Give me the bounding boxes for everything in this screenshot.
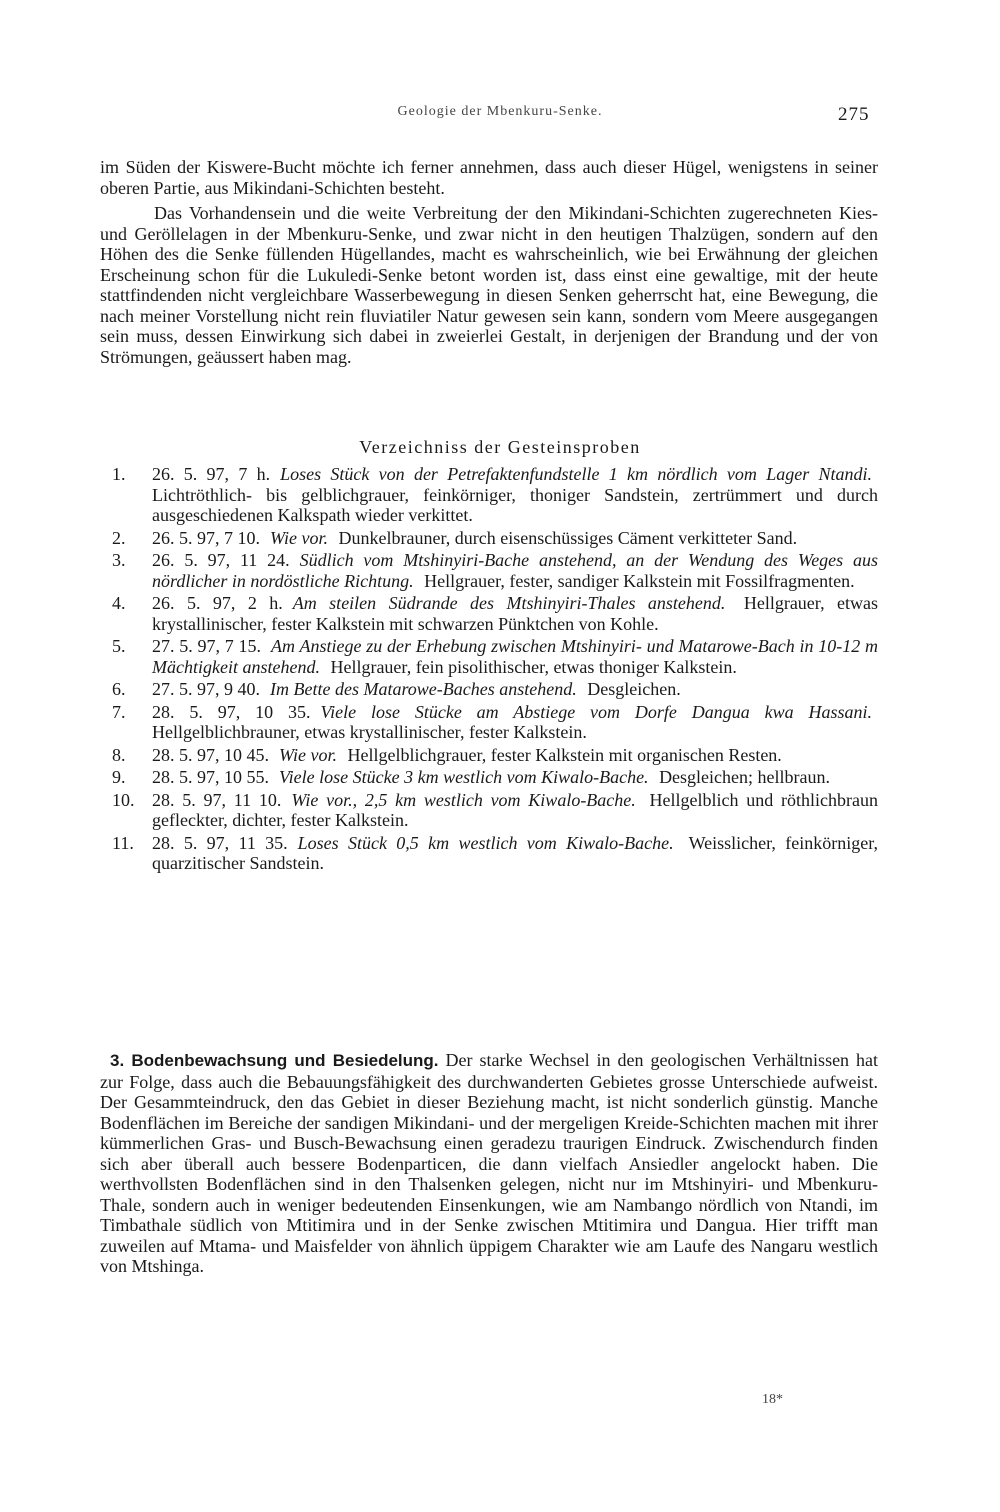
sample-number: 5. — [112, 636, 126, 656]
sample-item — [100, 745, 878, 766]
sample-item — [100, 790, 878, 831]
sample-location: Im Bette des Matarowe-Baches anstehend. — [270, 679, 577, 699]
section-heading: 3. Bodenbewachsung und Besiedelung. — [110, 1051, 439, 1070]
sample-item — [100, 464, 878, 526]
paragraph: im Süden der Kiswere-Bucht möchte ich ferner annehmen, dass auch dieser Hügel, wenigstens in seiner oberen Partie, aus Mikindani-Schichten besteht. — [100, 157, 878, 198]
sample-description: Hellgrauer, etwas krystallinischer, fester Kalkstein mit schwarzen Pünktchen von Kohle. — [152, 593, 878, 634]
sample-description: Weisslicher, feinkörniger, quarzitischer Sandstein. — [152, 832, 878, 873]
sample-number: 8. — [112, 744, 126, 765]
sample-location: Wie vor. — [279, 744, 337, 765]
sample-date: 26. 5. 97, 2 h. — [152, 593, 283, 613]
sample-description: Lichtröthlich- bis gelblichgrauer, feinkörniger, thoniger Sandstein, zertrümmert und durch ausgeschiedenen Kalkspath wieder verkittet. — [152, 484, 878, 525]
sample-item — [100, 593, 878, 634]
sample-description: Hellgelblich und röthlichbraun gefleckter, dichter, fester Kalkstein. — [152, 789, 878, 830]
sample-item — [100, 833, 878, 874]
sample-location: Am steilen Südrande des Mtshinyiri-Thales anstehend. — [292, 593, 726, 613]
sample-number: 4. — [112, 593, 126, 613]
sample-number: 1. — [112, 464, 126, 484]
sample-item — [100, 767, 878, 788]
section-3-paragraph — [100, 1050, 878, 1277]
sample-location: Wie vor. — [270, 527, 328, 548]
running-title: Geologie der Mbenkuru-Senke. — [397, 104, 603, 119]
sample-date: 28. 5. 97, 11 35. — [152, 832, 288, 853]
sample-description: Hellgelblichbrauner, etwas krystallinischer, fester Kalkstein. — [152, 722, 587, 742]
sample-item — [100, 528, 878, 549]
sample-number: 3. — [112, 550, 126, 570]
sample-number: 7. — [112, 701, 126, 722]
sample-date: 26. 5. 97, 11 24. — [152, 550, 290, 570]
sample-item — [100, 702, 878, 743]
samples-list-title: Verzeichniss der Gesteinsproben — [359, 437, 641, 457]
sample-location: Wie vor., 2,5 km westlich vom Kiwalo-Bache. — [291, 789, 636, 810]
sample-date: 28. 5. 97, 10 35. — [152, 701, 311, 722]
sample-number: 2. — [112, 527, 126, 548]
sample-location: Am Anstiege zu der Erhebung zwischen Mtshinyiri- und Matarowe-Bach in 10-12 m Mächtigkeit anstehend. — [152, 636, 878, 677]
sample-location: Südlich vom Mtshinyiri-Bache anstehend, an der Wendung des Weges aus nördlicher in nordöstliche Richtung. — [152, 550, 878, 591]
sample-description: Hellgelblichgrauer, fester Kalkstein mit organischen Resten. — [347, 744, 782, 765]
sample-item — [100, 636, 878, 677]
sample-number: 11. — [112, 832, 134, 853]
sample-location: Viele lose Stücke 3 km westlich vom Kiwalo-Bache. — [279, 767, 649, 787]
sample-number: 10. — [112, 789, 135, 810]
sample-description: Desgleichen. — [587, 679, 681, 699]
sample-date: 28. 5. 97, 10 45. — [152, 744, 269, 765]
sample-date: 26. 5. 97, 7 h. — [152, 464, 271, 484]
sample-description: Dunkelbrauner, durch eisenschüssiges Cäment verkitteter Sand. — [338, 527, 798, 548]
sample-date: 27. 5. 97, 7 15. — [152, 636, 262, 656]
sample-description: Desgleichen; hellbraun. — [659, 767, 831, 787]
sample-date: 28. 5. 97, 10 55. — [152, 767, 269, 787]
signature-mark: 18* — [762, 1392, 783, 1407]
paragraph: Das Vorhandensein und die weite Verbreitung der den Mikindani-Schichten zugerechneten Kies- und Geröllelagen in der Mbenkuru-Senke, und zwar nicht in den heutigen Thalzügen, sondern auf den Höhen des die Senke füllenden Hügellandes, macht es wahrscheinlich, wie bei Erwähnung der gleichen Erscheinung schon für die Lukuledi-Senke betont worden ist, dass einst eine gewaltige, mit der heute stattfindenden nicht vergleichbare Wasserbewegung in diesen Senken geherrscht hat, eine Bewegung, die nach meiner Vorstellung nicht rein fluviatiler Natur gewesen sein kann, sondern vom Meere ausgegangen sein muss, dessen Einwirkung sich dabei in zweierlei Gestalt, in derjenigen der Brandung und der von Strömungen, geäussert haben mag. — [100, 203, 878, 367]
sample-number: 6. — [112, 679, 126, 699]
samples-list — [100, 464, 878, 876]
sample-number: 9. — [112, 767, 126, 787]
sample-location: Loses Stück 0,5 km westlich vom Kiwalo-Bache. — [297, 832, 674, 853]
sample-date: 28. 5. 97, 11 10. — [152, 789, 282, 810]
sample-location: Loses Stück von der Petrefaktenfundstelle 1 km nördlich vom Lager Ntandi. — [280, 464, 872, 484]
sample-date: 27. 5. 97, 9 40. — [152, 679, 260, 699]
sample-location: Viele lose Stücke am Abstiege vom Dorfe Dangua kwa Hassani. — [320, 701, 873, 722]
sample-item — [100, 679, 878, 700]
page-number: 275 — [838, 104, 870, 125]
sample-item — [100, 550, 878, 591]
section-text: Der starke Wechsel in den geologischen Verhältnissen hat zur Folge, dass auch die Bebauungsfähigkeit des durchwanderten Gebietes grosse Unterschiede aufweist. Der Gesammteindruck, den das Gebiet in dieser Beziehung macht, ist nicht sonderlich günstig. Manche Bodenflächen im Bereiche der sandigen Mikindani- und der mergeligen Kreide-Schichten machen mit ihrer kümmerlichen Gras- und Busch-Bewachsung einen geradezu traurigen Eindruck. Zwischendurch finden sich aber überall auch bessere Bodenparticen, die dann vielfach Ansiedler angelockt haben. Die werthvollsten Bodenflächen sind in den Thalsenken gelegen, nicht nur im Mtshinyiri- und Mbenkuru-Thale, sondern auch in weniger bedeutenden Einsenkungen, wie am Nambango nördlich von Ntandi, im Timbathale südlich von Mtitimira und in der Senke zwischen Mtitimira und Dangua. Hier trifft man zuweilen auf Mtama- und Maisfelder von ähnlich üppigem Charakter wie am Laufe des Nangaru westlich von Mtshinga. — [100, 1050, 879, 1276]
sample-description: Hellgrauer, fein pisolithischer, etwas thoniger Kalkstein. — [330, 656, 737, 677]
sample-date: 26. 5. 97, 7 10. — [152, 527, 260, 548]
sample-description: Hellgrauer, fester, sandiger Kalkstein mit Fossilfragmenten. — [424, 570, 855, 591]
